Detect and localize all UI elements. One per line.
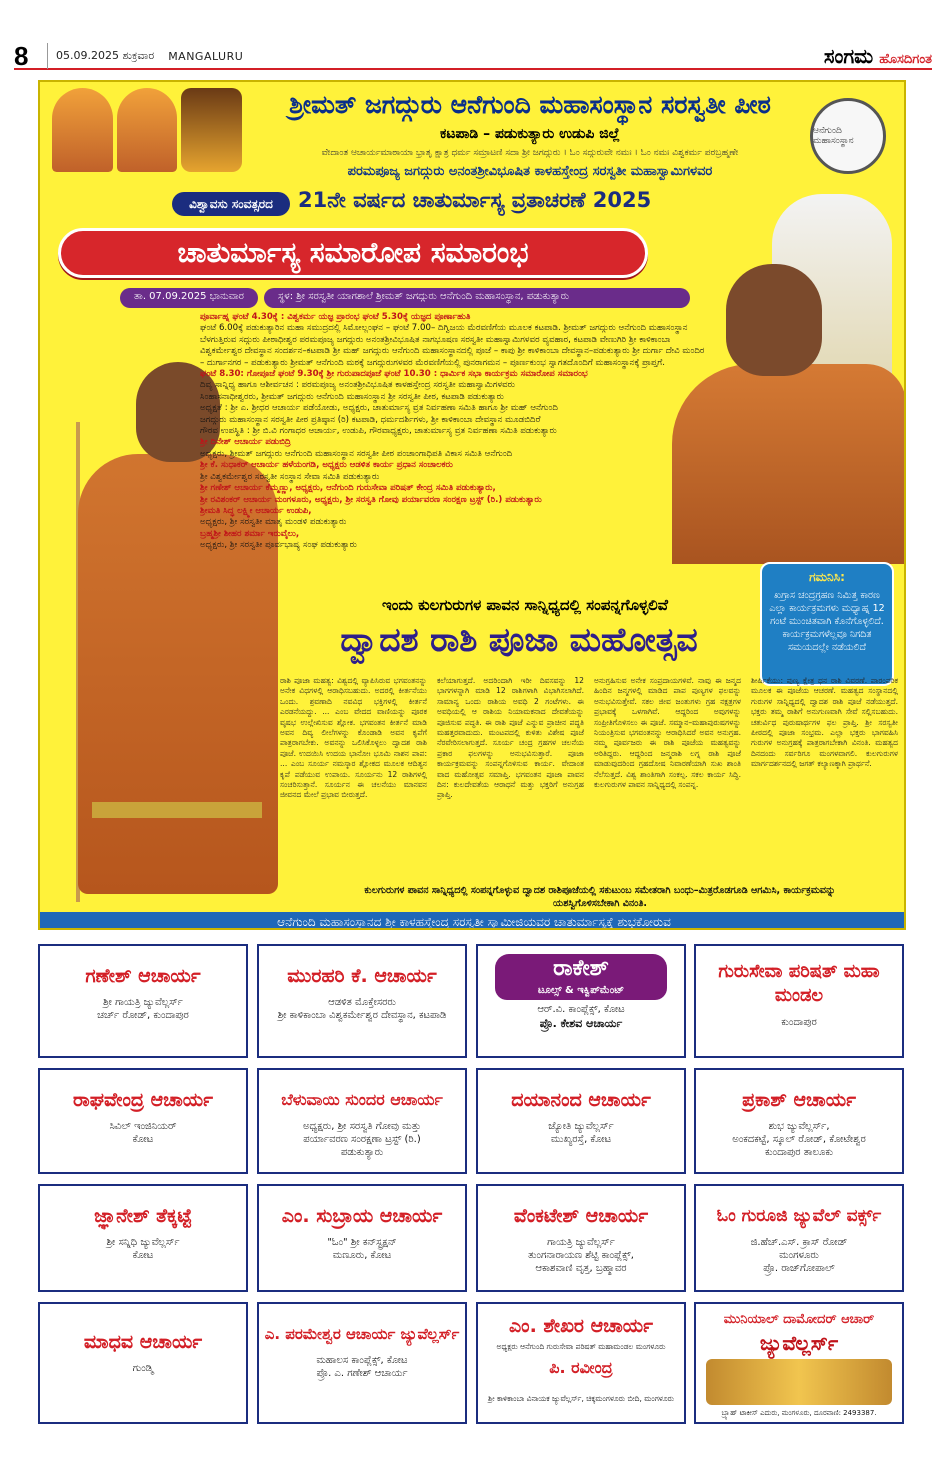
greeting-box	[694, 1068, 904, 1174]
deity-image	[181, 88, 242, 172]
sponsor-line: ಸಿವಿಲ್ ಇಂಜಿನಿಯರ್	[109, 1121, 177, 1132]
sponsor-line: ಮುಖ್ಯರಸ್ತೆ, ಕೋಟ	[550, 1134, 612, 1145]
sponsor-name: ಎ. ಪರಮೇಶ್ವರ ಆಚಾರ್ಯ ಜ್ಯುವೆಲ್ಲರ್ಸ್	[264, 1325, 460, 1343]
sponsor-line: ಆಡಳಿತ ಮೊಕ್ತೇಸರರು	[328, 997, 396, 1008]
schedule-line: ಶ್ರೀ ದಿನೇಶ್ ಆಚಾರ್ಯ ಪಡುಬಿದ್ರಿ	[200, 437, 291, 448]
sponsor-line: ತುಂಗನಾರಾಯಣ ಶೆಟ್ಟಿ ಕಾಂಪ್ಲೆಕ್ಸ್,	[528, 1250, 634, 1261]
sponsor-line: ಪ್ರೊ. ಎ. ಗಣೇಶ್ ಆಚಾರ್ಯ	[316, 1368, 408, 1379]
event-date: ತಾ. 07.09.2025 ಭಾನುವಾರ	[120, 288, 258, 308]
schedule-line: ಶ್ರೀ ಕೆ. ಸುಧಾಕರ್ ಆಚಾರ್ಯ ಹಳೆಯಂಗಡಿ, ಅಧ್ಯಕ್ಷರು ಆಡಳಿತ ಕಾರ್ಯ ಪ್ರಧಾನ ಸಂಚಾಲಕರು	[200, 460, 453, 471]
sponsor-line: ಅಧ್ಯಕ್ಷರು ಆನೆಗುಂದಿ ಗುರುಸೇವಾ ಪರಿಷತ್ ಮಹಾಮಂಡಲ ಮಂಗಳೂರು	[496, 1342, 666, 1351]
brand-main: ಸಂಗಮ	[823, 44, 874, 68]
sponsor-proprietor: ಪ್ರೊ. ಕೇಶವ ಆಚಾರ್ಯ	[539, 1017, 623, 1030]
saint-image-1	[52, 88, 113, 172]
main-advertisement	[38, 80, 906, 930]
sponsor-line: ಆರ್.ವಿ. ಕಾಂಪ್ಲೆಕ್ಸ್, ಕೋಟ	[537, 1004, 625, 1015]
sponsor-name: ಎಂ. ಸುಬ್ರಾಯ ಆಚಾರ್ಯ	[281, 1205, 443, 1227]
ad-tagline: ವೇದಾಂತ ಆಚಾರ್ಯಮಾಠಾಯಾ ಭ್ರಾತೃ ಕ್ಷಾತ್ರ ಧರ್ಮ ಸಮ್ರಾಟಣಿ ಸದಾ ಶ್ರೀ ಜಗದ್ಗುರು । ಓಂ ಸದ್ಗುರುವೇ ನಮಃ । ಓಂ ನಮಃ ವಿಶ್ವಕರ್ಮ ಪರಬ್ರಹ್ಮಣೇ	[321, 148, 739, 158]
sponsor-name: ರಾಕೇಶ್	[495, 954, 667, 983]
sponsor-name-2: ಪಿ. ರವೀಂದ್ರ	[549, 1358, 613, 1377]
brand-sub: ಹೊಸದಿಗಂತ	[879, 52, 932, 67]
edition-city: MANGALURU	[168, 49, 244, 63]
institution-seal	[810, 98, 886, 174]
sponsor-line: ಶುಭ ಜ್ಯುವೆಲ್ಲರ್ಸ್,	[768, 1121, 830, 1132]
sponsor-line: ಜಿ.ಹೆಚ್.ಎಸ್. ಕ್ರಾಸ್ ರೋಡ್	[750, 1237, 848, 1248]
greeting-box	[257, 944, 467, 1058]
sponsor-line: ಚರ್ಚ್ ರೋಡ್, ಕುಂದಾಪುರ	[97, 1010, 189, 1021]
page-header	[14, 41, 932, 71]
sponsor-line: ಶ್ರೀ ಸನ್ನಿಧಿ ಜ್ಯುವೆಲ್ಲರ್ಸ್	[106, 1237, 180, 1248]
notice-body: ಖಗ್ರಾಸ ಚಂದ್ರಗ್ರಹಣ ನಿಮಿತ್ತ ಕಾರಣ ಎಲ್ಲಾ ಕಾರ್ಯಕ್ರಮಗಳು ಮಧ್ಯಾಹ್ನ 12 ಗಂಟೆ ಮುಂಚಿತವಾಗಿ ಕೊನೆಗೊಳ್ಳಲಿದೆ. ಕಾರ್ಯಕ್ರಮಗಳೆಲ್ಲವೂ ನಿಗದಿತ ಸಮಯದಲ್ಲೇ ನಡೆಯಲಿದೆ	[769, 590, 885, 653]
sponsor-name: ಬೆಳುವಾಯಿ ಸುಂದರ ಆಚಾರ್ಯ	[281, 1090, 443, 1109]
sponsor-line: ಜ್ಯೋತಿ ಜ್ಯುವೆಲ್ಲರ್ಸ್	[548, 1121, 614, 1132]
schedule-line: ಅಧ್ಯಕ್ಷತೆ : ಶ್ರೀ ಎ. ಶ್ರೀಧರ ಆಚಾರ್ಯ ಪಡೆಯೋಡು, ಅಧ್ಯಕ್ಷರು, ಚಾತುರ್ಮಾಸ್ಯ ವ್ರತ ನಿರ್ವಹಣಾ ಸಮಿತಿ ಹಾಗೂ ಶ್ರೀ ಮಹ್ ಆನೆಗುಂದಿ	[200, 403, 558, 414]
schedule-line: ಘಂಟೆ 6.00ಕ್ಕೆ ಪಡುಕುತ್ಯಾರಿನ ಮಹಾ ಸಮುದ್ರದಲ್ಲಿ ಸಿಮೋಲ್ಲಂಘನ – ಘಂಟೆ 7.00– ದಿಗ್ವಿಜಯ ಮೆರವಣಿಗೆಯ ಮೂಲಕ ಕಟಪಾಡಿ. ಶ್ರೀಮತ್ ಜಗದ್ಗುರು ಆನೆಗುಂದಿ ಮಹಾಸಂಸ್ಥಾನ ಬೆಳಗುತ್ತಿರುವ ಸದ್ಗುರು ಪೀಠಾಧೀಶ್ವರ ಪರಮಪೂಜ್ಯ ಜಗದ್ಗುರು ಅನಂತಶ್ರೀವಿಭೂಷಿತ ನಾಗಭೂಷಣ ಸರಸ್ವತೀ ಮಹಾಸ್ವಾಮಿಗಳವರ ವ್ಯವಹಾರ, ಕಟಪಾಡಿ ವೇಣುಗಿರಿ ಶ್ರೀ ಕಾಳಿಕಾಂಬಾ ವಿಶ್ವಕರ್ಮೇಶ್ವರ ದೇವಸ್ಥಾನ ಸಂದರ್ಶನ–ಕಟಪಾಡಿ ಶ್ರೀ ಮಹ್ ಜಗದ್ಗುರು ಆನೆಗುಂದಿ ಮಹಾಸಂಸ್ಥಾನದಲ್ಲಿ ಪೂಜೆ – ಕಾಪು ಶ್ರೀ ಕಾಳಿಕಾಂಬಾ ದೇವಸ್ಥಾನ–ಪಡುಕುತ್ಯಾರು ಶ್ರೀ ದುರ್ಗಾ ದೇವಿ ಮಂದಿರ – ದುರ್ಗಾನಗರ – ಪಡುಕುತ್ಯಾರು ಶ್ರೀಮತ್ ಆನೆಗುಂದಿ ಮಠಕ್ಕೆ ಜಗದ್ಗುರುಗಳವರ ಮೆರವಣಿಗೆಯಲ್ಲಿ ಪುನರಾಗಮನ – ಪೂರ್ಣಕುಂಭ ಸ್ವಾಗತದೊಂದಿಗೆ ಮಹಾಸಂಸ್ಥಾನಕ್ಕೆ ಪ್ರಾಪ್ತಗೆ.	[200, 323, 705, 368]
sponsor-name: ಎಂ. ಶೇಖರ ಆಚಾರ್ಯ	[508, 1315, 653, 1337]
samvatsara-badge: ವಿಶ್ವಾವಸು ಸಂವತ್ಸರದ	[172, 192, 290, 216]
sponsor-tagline: ಟೂಲ್ಸ್ & ಇಕ್ವಿಪ್‌ಮೆಂಟ್	[495, 983, 667, 1000]
brand-logo	[824, 44, 932, 68]
sponsor-line: ಅಧ್ಯಕ್ಷರು, ಶ್ರೀ ಸರಸ್ವತಿ ಗೋವು ಮತ್ತು	[302, 1121, 422, 1132]
greeting-box	[476, 1302, 686, 1424]
schedule-line: ಬ್ರಹ್ಮಶ್ರೀ ಶೀಹರ ಶರ್ಮಾ ಇರುವೈಲು,	[200, 528, 300, 539]
sponsor-line: ಗುಂಡ್ಮಿ	[132, 1363, 154, 1374]
greeting-box	[38, 944, 248, 1058]
schedule-line: ಅಧ್ಯಕ್ಷರು, ಶ್ರೀ ಸರಸ್ವತೀ ಮಾತೃ ಮಂಡಳಿ ಪಡುಕುತ್ಯಾರು	[200, 517, 347, 528]
sponsor-name: ಪ್ರಕಾಶ್ ಆಚಾರ್ಯ	[742, 1089, 856, 1111]
sponsor-name: ಮುನಿಯಾಲ್ ದಾಮೋದರ್ ಆಚಾರ್	[723, 1312, 875, 1327]
sponsor-name: ಜ್ಞಾನೇಶ್ ತೆಕ್ಕಟ್ಟೆ	[94, 1205, 192, 1227]
sponsor-line: ಆಕಾಶವಾಣಿ ವೃತ್ತ, ಬ್ರಹ್ಮಾವರ	[535, 1263, 627, 1274]
sponsor-line: ಶ್ರೀ ಕಾಳಿಕಾಂಬಾ ವಿಶ್ವಕರ್ಮೇಶ್ವರ ದೇವಸ್ಥಾನ, ಕಟಪಾಡಿ	[277, 1010, 447, 1021]
schedule-line: ದಿವ್ಯ ಸಾನ್ನಿಧ್ಯ ಹಾಗೂ ಆಶೀರ್ವಚನ : ಪರಮಪೂಜ್ಯ ಅನಂತಶ್ರೀವಿಭೂಷಿತ ಕಾಳಹಸ್ತೇಂದ್ರ ಸರಸ್ವತೀ ಮಹಾಸ್ವಾಮಿಗಳವರು	[200, 380, 515, 391]
sponsor-name: ಓಂ ಗುರೂಜಿ ಜ್ಯುವೆಲ್ ವರ್ಕ್ಸ್	[716, 1206, 882, 1226]
article-column: ಅನುಗ್ರಹಿಸುವ ಅನೇಕ ಸಂಪ್ರದಾಯಗಳಿವೆ. ನಾವು ಈ ಜನ್ಮದ ಹಿಂದಿನ ಜನ್ಮಗಳಲ್ಲಿ ಮಾಡಿದ ಪಾಪ ಪುಣ್ಯಗಳ ಫಲವನ್ನು ಅನುಭವಿಸುತ್ತೇವೆ. ಸಕಲ ಜೀವ ಜಂತುಗಳು ಗ್ರಹ ನಕ್ಷತ್ರಗಳ ಪ್ರಭಾವಕ್ಕೆ ಒಳಗಾಗಿವೆ. ಆದ್ದರಿಂದ ಅವುಗಳನ್ನು ಸಂಪ್ರೀತಿಗೊಳಿಸಲು ಈ ಪೂಜೆ. ಸಮ್ಮಾನ–ಮಹಾಪುರುಷಗಳನ್ನು ನಿಯಂತ್ರಿಸುವ ಭಗವಂತನನ್ನು ಆರಾಧಿಸಿದರೆ ಅವನ ಅನುಗ್ರಹ. ನಮ್ಮ ಪೂರ್ವಜರು ಈ ರಾಶಿ ಪೂಜೆಯ ಮಹತ್ವವನ್ನು ಅರಿತಿದ್ದರು. ಆದ್ದರಿಂದ ಜನ್ಮರಾಶಿ ಲಗ್ನ ರಾಶಿ ಪೂಜೆ ಮಾಡುವುದರಿಂದ ಗ್ರಹದೋಷ ನಿವಾರಣೆಯಾಗಿ ಸುಖ ಶಾಂತಿ ನೆಲೆಸುತ್ತದೆ. ವಿಶ್ವ ಶಾಂತಿಗಾಗಿ ಸಂಕಲ್ಪ. ಸಕಲ ಕಾರ್ಯ ಸಿದ್ಧಿ. ಕುಲಗುರುಗಳ ಪಾವನ ಸಾನ್ನಿಧ್ಯದಲ್ಲಿ ಸಂಪನ್ನ.	[594, 676, 741, 790]
sponsor-name: ಮುರಹರಿ ಕೆ. ಆಚಾರ್ಯ	[287, 965, 437, 987]
greeting-box	[257, 1068, 467, 1174]
sponsor-line: "ಓಂ" ಶ್ರೀ ಕನ್‌ಸ್ಟ್ರಕ್ಷನ್	[327, 1237, 397, 1248]
event-venue: ಸ್ಥಳ: ಶ್ರೀ ಸರಸ್ವತೀ ಯಾಗಶಾಲೆ ಶ್ರೀಮತ್ ಜಗದ್ಗುರು ಆನೆಗುಂದಿ ಮಹಾಸಂಸ್ಥಾನ, ಪಡುಕುತ್ಯಾರು	[264, 288, 690, 308]
notice-title: ಗಮನಿಸಿ:	[809, 570, 845, 584]
closing-invitation: ಕುಲಗುರುಗಳ ಪಾವನ ಸಾನ್ನಿಧ್ಯದಲ್ಲಿ ಸಂಪನ್ನಗೊಳ್ಳುವ ದ್ವಾದಶ ರಾಶಿಪೂಜೆಯಲ್ಲಿ ಸಕುಟುಂಬ ಸಮೇತರಾಗಿ ಬಂಧು–ಮಿತ್ರರೊಡಗೂಡಿ ಆಗಮಿಸಿ, ಕಾರ್ಯಕ್ರಮವನ್ನು ಯಶಸ್ವಿಗೊಳಿಸಬೇಕಾಗಿ ವಿನಂತಿ.	[364, 885, 836, 909]
sponsor-line: ಗಾಯತ್ರಿ ಜ್ಯುವೆಲ್ಲರ್ಸ್	[547, 1237, 615, 1248]
article-column: ರಾಶಿ ಪೂಜಾ ಮಹತ್ವ: ವಿಶ್ವದಲ್ಲಿ ವ್ಯಾಪಿಸಿರುವ ಭಗವಂತನನ್ನು ಅನೇಕ ವಿಧಗಳಲ್ಲಿ ಆರಾಧಿಸಬಹುದು. ಅದರಲ್ಲಿ ಕೀರ್ತನೆಯು ಒಂದು. ಶ್ರವಣಾದಿ ನವವಿಧ ಭಕ್ತಿಗಳಲ್ಲಿ ಕೀರ್ತನೆ ಎರಡನೆಯದ್ದು. ... ಎಂಬ ವೇದದ ವಾಣಿಯನ್ನು ಪೂರಕ ವೃಷಭ ಉಲ್ಲೇಖಿಸುವ ಶ್ಲೋಕ. ಭಗವಂತನ ಕೀರ್ತನೆ ಮಾಡಿ ಅವನ ದಿವ್ಯ ಲೀಲೆಗಳನ್ನು ಕೊಂಡಾಡಿ ಅವನ ಕೃಪೆಗೆ ಪಾತ್ರರಾಗಬೇಕು. ಅವನನ್ನು ಒಲಿಸಿಕೊಳ್ಳಲು ದ್ವಾದಶ ರಾಶಿ ಪೂಜೆ. ಉದಯಿಸಿ ಉದಯ ಭಾನೋಃ ಭೂಮಿ ನಾಶನ ಪಾಪ: ... ಎಂಬ ಸೂರ್ಯ ನಮಸ್ಕಾರ ಶ್ಲೋಕದ ಮೂಲಕ ಆದಿತ್ಯನ ಕೃಪೆ ಪಡೆಯುವ ಉಪಾಯ. ಸೂರ್ಯನು 12 ರಾಶಿಗಳಲ್ಲಿ ಸಂಚರಿಸುತ್ತಾನೆ. ಸೂರ್ಯನ ಈ ಚಲನೆಯು ಮಾನವನ ಜೀವನದ ಮೇಲೆ ಪ್ರಭಾವ ಬೀರುತ್ತದೆ.	[280, 676, 427, 800]
sponsor-address: ಬ್ರ್ಯಾಹ್ ಟಾಕೀಸ್ ಎದುರು, ಮಂಗಳೂರು, ದೂರವಾಣಿ: 2493387.	[721, 1409, 877, 1417]
article-column: ಶೀರ್ಷಿಕೆಯು: ಪುಣ್ಯ ಕ್ಷೇತ್ರ ಧನ ರಾಶಿ ವಿವರಣೆ. ಪಾರಂಪರಿಕ ಮೂಲಕ ಈ ಪೂಜೆಯ ಆಚರಣೆ. ಮಹತ್ವದ ಸಂಸ್ಥಾನದಲ್ಲಿ ಗುರುಗಳ ಸಾನ್ನಿಧ್ಯದಲ್ಲಿ ದ್ವಾದಶ ರಾಶಿ ಪೂಜೆ ನಡೆಯುತ್ತದೆ. ಭಕ್ತರು ತಮ್ಮ ರಾಶಿಗೆ ಅನುಗುಣವಾಗಿ ಸೇವೆ ಸಲ್ಲಿಸಬಹುದು. ಚತುರ್ವಿಧ ಪುರುಷಾರ್ಥಗಳ ಫಲ ಪ್ರಾಪ್ತಿ. ಶ್ರೀ ಸರಸ್ವತೀ ಪೀಠದಲ್ಲಿ ಪೂಜಾ ಸಂಭ್ರಮ. ಎಲ್ಲಾ ಭಕ್ತರು ಭಾಗವಹಿಸಿ ಗುರುಗಳ ಅನುಗ್ರಹಕ್ಕೆ ಪಾತ್ರರಾಗಬೇಕಾಗಿ ವಿನಂತಿ. ಮಹತ್ವದ ದಿನದಂದು ಸರ್ವರಿಗೂ ಮಂಗಳವಾಗಲಿ. ಕುಲಗುರುಗಳ ಮಾರ್ಗದರ್ಶನದಲ್ಲಿ ಜಗತ್ ಕಲ್ಯಾಣಕ್ಕಾಗಿ ಪ್ರಾರ್ಥನೆ.	[751, 676, 898, 769]
sponsor-line: ಮಹಾಲಸ ಕಾಂಪ್ಲೆಕ್ಸ್, ಕೋಟ	[316, 1355, 408, 1366]
schedule-line: ಶ್ರೀಮತಿ ಸಿದ್ಧ ಲಕ್ಷ್ಮೀ ಆಚಾರ್ಯ ಉಡುಪಿ,	[200, 505, 312, 516]
sponsor-line: ಪರ್ಯಾವರಣ ಸಂರಕ್ಷಣಾ ಟ್ರಸ್ಟ್ (ರಿ.)	[303, 1134, 421, 1145]
event-schedule	[200, 312, 710, 590]
schedule-line: ಶ್ರೀ ಗಣೇಶ್ ಆಚಾರ್ಯ ಕೆಮ್ಮಣ್ಣು, ಅಧ್ಯಕ್ಷರು, ಆನೆಗುಂದಿ ಗುರುಸೇವಾ ಪರಿಷತ್ ಕೇಂದ್ರ ಸಮಿತಿ ಪಡುಕುತ್ಯಾರು,	[200, 483, 496, 494]
greeting-box	[476, 1068, 686, 1174]
sponsor-name: ದಯಾನಂದ ಆಚಾರ್ಯ	[511, 1089, 651, 1111]
sponsor-name: ವೆಂಕಟೇಶ್ ಆಚಾರ್ಯ	[513, 1205, 649, 1227]
schedule-line: ಜಗದ್ಗುರು ಮಹಾಸಂಸ್ಥಾನ ಸರಸ್ವತೀ ಪೀಠ ಪ್ರತಿಷ್ಠಾನ (ರಿ) ಕಟಪಾಡಿ, ಧರ್ಮದರ್ಶಿಗಳು, ಶ್ರೀ ಕಾಳಿಕಾಂಬಾ ದೇವಸ್ಥಾನ ಮೂಡಬಿದಿರೆ	[200, 414, 541, 425]
page-date: 05.09.2025 ಶುಕ್ರವಾರ	[56, 49, 155, 62]
swami-line: ಪರಮಪೂಜ್ಯ ಜಗದ್ಗುರು ಅನಂತಶ್ರೀವಿಭೂಷಿತ ಕಾಳಹಸ್ತೇಂದ್ರ ಸರಸ್ವತೀ ಮಹಾಸ್ವಾಮಿಗಳವರ	[347, 164, 713, 179]
sponsor-name-2: ಜ್ಯುವೆಲ್ಲರ್ಸ್	[759, 1331, 839, 1355]
sponsor-name: ಗಣೇಶ್ ಆಚಾರ್ಯ	[85, 965, 201, 987]
schedule-line: ಅಧ್ಯಕ್ಷರು, ಶ್ರೀ ಸರಸ್ವತೀ ಪೂರ್ವಭಾಷ್ಯ ಸಂಘ ಪಡುಕುತ್ಯಾರು	[200, 540, 357, 551]
schedule-line: ಗೌರವ ಉಪಸ್ಥಿತಿ : ಶ್ರೀ ಬಿ.ವಿ ಗಂಗಾಧರ ಆಚಾರ್ಯ, ಉಡುಪಿ, ಗೌರವಾಧ್ಯಕ್ಷರು, ಚಾತುರ್ಮಾಸ್ಯ ವ್ರತ ನಿರ್ವಹಣಾ ಸಮಿತಿ ಪಡುಕುತ್ಯಾರು	[200, 426, 557, 437]
sponsor-line: ಕುಂದಾಪುರ ತಾಲೂಕು	[764, 1147, 834, 1158]
sponsor-name: ಗುರುಸೇವಾ ಪರಿಷತ್ ಮಹಾ ಮಂಡಲ	[718, 961, 880, 1006]
sponsor-line: ಮಂಗಳೂರು	[779, 1250, 819, 1261]
jewellery-image	[706, 1359, 892, 1405]
schedule-line: ಶ್ರೀ ರವಿಶಂಕರ್ ಆಚಾರ್ಯ ಮಂಗಳೂರು, ಅಧ್ಯಕ್ಷರು, ಶ್ರೀ ಸರಸ್ವತಿ ಗೋವು ಪರ್ಯಾವರಣ ಸಂರಕ್ಷಣ ಟ್ರಸ್ಟ್ (ರಿ.) ಪಡುಕುತ್ಯಾರು	[200, 494, 542, 505]
schedule-line: ಸಿಂಹಾಸನಾಧೀಶ್ವರರು, ಶ್ರೀಮತ್ ಜಗದ್ಗುರು ಆನೆಗುಂದಿ ಮಹಾಸಂಸ್ಥಾನ ಶ್ರೀ ಸರಸ್ವತೀ ಪೀಠ, ಕಟಪಾಡಿ ಪಡುಕುತ್ಯಾರು	[200, 391, 504, 402]
event-date-venue	[120, 288, 690, 308]
head	[726, 264, 822, 376]
sponsor-name: ಮಾಧವ ಆಚಾರ್ಯ	[83, 1331, 203, 1353]
sponsor-line: ಕೋಟ	[132, 1134, 154, 1145]
sponsor-line: ಕೋಟ	[132, 1250, 154, 1261]
greeting-strip: ಆನೆಗುಂದಿ ಮಹಾಸಂಸ್ಥಾನದ ಶ್ರೀ ಕಾಳಹಸ್ತೇಂದ್ರ ಸರಸ್ವತೀ ಸ್ವಾಮೀಜಿಯವರ ಚಾತುರ್ಮಾಸ್ಯಕ್ಕೆ ಶುಭಕೋರುವ	[40, 912, 906, 930]
sponsor-line: ಅಂಕದಕಟ್ಟೆ, ಸ್ಕೂಲ್ ರೋಡ್, ಕೋಟೇಶ್ವರ	[732, 1134, 866, 1145]
greeting-box-jewellers	[694, 1302, 904, 1424]
event-banner: ಚಾತುರ್ಮಾಸ್ಯ ಸಮಾರೋಪ ಸಮಾರಂಭ	[58, 228, 648, 278]
greeting-box	[38, 1184, 248, 1292]
greeting-box	[694, 1184, 904, 1292]
sponsor-line: ಶ್ರೀ ಗಾಯತ್ರಿ ಜ್ಯುವೆಲ್ಲರ್ಸ್	[103, 997, 183, 1008]
article-column: ಕಲೆಯಾಗುತ್ತದೆ. ಅದರಿಂದಾಗಿ ಇರೀ ದಿವಸವನ್ನು 12 ಭಾಗಗಳನ್ನಾಗಿ ಮಾಡಿ 12 ರಾಶಿಗಳಾಗಿ ವಿಭಾಗಿಸಲಾಗಿದೆ. ಸಾಮಾನ್ಯ ಒಂದು ರಾಶಿಯ ಅವಧಿ 2 ಗಂಟೆಗಳು. ಈ ಅವಧಿಯಲ್ಲಿ ಆ ರಾಶಿಯ ನಿಯಾಮಕನಾದ ದೇವತೆಯನ್ನು ಪೂಜಿಸುವ ಪದ್ಧತಿ. ಈ ರಾಶಿ ಪೂಜೆ ಎನ್ನುವ ಪ್ರಾಚೀನ ಪದ್ಧತಿ ಮಹತ್ತರವಾದುದು. ಮಂಟಪದಲ್ಲಿ ಕುಳಿತು ವಿಶೇಷ ಪೂಜೆ ನೆರವೇರಿಸಲಾಗುತ್ತದೆ. ಸೂರ್ಯ ಚಂದ್ರ ಗ್ರಹಗಳ ಚಲನೆಯ ಪ್ರಕಾರ ಫಲಗಳನ್ನು ಅನುಭವಿಸುತ್ತಾರೆ. ಪೂಜಾ ಕಾರ್ಯಕ್ರಮವನ್ನು ಸಂಪನ್ನಗೊಳಿಸುವ ಕಾರ್ಯ. ವೇದಾಂತ ವಾದ ಮಹೋತ್ಸವ ಸಮಾಪ್ತಿ. ಭಗವಂತನ ಪೂಜಾ ಪಾವನ ದಿನ: ಕುಲದೇವತೆಯ ಆರಾಧನೆ ಮತ್ತು ಭಕ್ತರಿಗೆ ಅನುಗ್ರಹ ಪ್ರಾಪ್ತಿ.	[437, 676, 584, 800]
greeting-box	[476, 1184, 686, 1292]
ad-title: ಶ್ರೀಮತ್ ಜಗದ್ಗುರು ಆನೆಗುಂದಿ ಮಹಾಸಂಸ್ಥಾನ ಸರಸ್ವತೀ ಪೀಠ	[289, 90, 771, 119]
schedule-line: ಶ್ರೀ ವಿಶ್ವಕರ್ಮೇಶ್ವರ ಸರಸ್ವತೀ ಸಂಸ್ಥಾನ ಸೇವಾ ಸಮಿತಿ ಪಡುಕುತ್ಯಾರು	[200, 471, 380, 482]
sponsor-name: ರಾಘವೇಂದ್ರ ಆಚಾರ್ಯ	[72, 1089, 213, 1111]
greeting-box	[38, 1302, 248, 1424]
sponsor-line: ಮಣೂರು, ಕೋಟ	[332, 1250, 392, 1261]
robe	[672, 364, 906, 564]
greeting-box	[257, 1302, 467, 1424]
big-heading: ದ್ವಾದಶ ರಾಶಿ ಪೂಜಾ ಮಹೋತ್ಸವ	[340, 620, 698, 659]
sponsor-line: ಕುಂದಾಪುರ	[781, 1017, 817, 1028]
deity-images	[52, 88, 242, 172]
page-number: 8	[14, 43, 48, 69]
greeting-box	[257, 1184, 467, 1292]
schedule-line: ಘಂಟೆ 8.30: ಗೋಪೂಜೆ ಘಂಟೆ 9.30ಕ್ಕೆ ಶ್ರೀ ಗುರುಪಾದಪೂಜೆ ಘಂಟೆ 10.30 : ಧಾರ್ಮಿಕ ಸಭಾ ಕಾರ್ಯಕ್ರಮ ಸಮಾರೋಪ ಸಮಾರಂಭ	[200, 369, 588, 380]
greeting-box	[694, 944, 904, 1058]
robe-border	[92, 802, 262, 818]
sponsor-line: ಶ್ರೀ ಕಾಳಿಕಾಂಬಾ ವಿನಾಯಕ ಜ್ಯುವೆಲ್ಲರ್ಸ್, ಚಿಕ್ಕಮಂಗಳೂರು ಬೀದಿ, ಮಂಗಳೂರು	[488, 1394, 674, 1403]
vrata-heading: 21ನೇ ವರ್ಷದ ಚಾತುರ್ಮಾಸ್ಯ ವ್ರತಾಚರಣೆ 2025	[298, 188, 652, 212]
sub-heading: ಇಂದು ಕುಲಗುರುಗಳ ಪಾವನ ಸಾನ್ನಿಧ್ಯದಲ್ಲಿ ಸಂಪನ್ನಗೊಳ್ಳಲಿವೆ	[382, 596, 668, 614]
schedule-line: ಅಧ್ಯಕ್ಷರು, ಶ್ರೀಮತ್ ಜಗದ್ಗುರು ಆನೆಗುಂದಿ ಮಹಾಸಂಸ್ಥಾನ ಸರಸ್ವತೀ ಪೀಠ ಪಂಚಾಂಗಾಧಿಪತಿ ವಿಕಾಸ ಸಮಿತಿ ಆನೆಗುಂದಿ	[200, 448, 513, 459]
swami-seated-photo	[652, 188, 906, 562]
schedule-line: ಪೂರ್ವಾಹ್ನ ಘಂಟೆ 4.30ಕ್ಕೆ : ವಿಶ್ವಕರ್ಮ ಯಜ್ಞ ಪ್ರಾರಂಭ ಘಂಟೆ 5.30ಕ್ಕೆ ಯಜ್ಞದ ಪೂರ್ಣಾಹುತಿ	[200, 312, 471, 322]
sponsor-line: ಪಡುಕುತ್ಯಾರು	[340, 1147, 384, 1158]
greeting-box-rakesh	[476, 944, 686, 1058]
seal-text: ಆನೆಗುಂದಿ ಮಹಾಸಂಸ್ಥಾನ	[813, 126, 854, 146]
ad-location: ಕಟಪಾಡಿ – ಪಡುಕುತ್ಯಾರು ಉಡುಪಿ ಜಿಲ್ಲೆ	[440, 126, 620, 142]
saint-image-2	[117, 88, 178, 172]
notice-box	[760, 562, 894, 686]
article-body	[280, 676, 898, 874]
greeting-box	[38, 1068, 248, 1174]
sponsor-line: ಪ್ರೊ. ರಾಜ್‌ಗೋಪಾಲ್	[763, 1263, 835, 1274]
